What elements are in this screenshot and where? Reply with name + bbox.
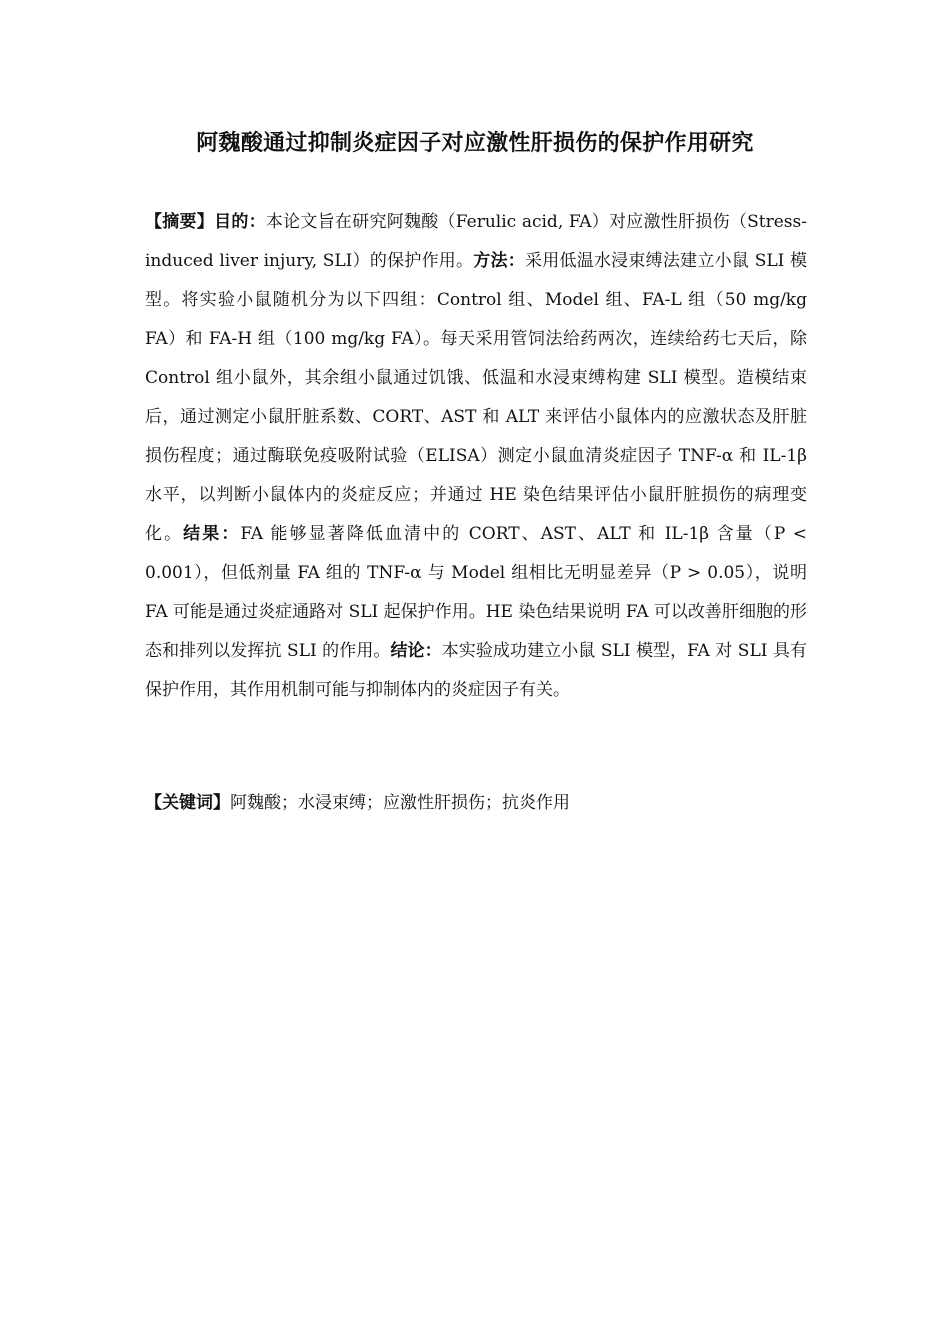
keywords-paragraph (145, 786, 807, 820)
objective-text: 本论文旨在研究阿魏酸（Ferulic acid, FA）对应激性肝损伤（Stress-induced liver injury, SLI）的保护作用。 (145, 212, 807, 271)
abstract-label: 【摘要】 (145, 212, 215, 232)
conclusion-text: 本实验成功建立小鼠 SLI 模型，FA 对 SLI 具有保护作用，其作用机制可能与抑制体内的炎症因子有关。 (145, 641, 807, 700)
abstract-paragraph (145, 203, 807, 710)
keywords-text: 阿魏酸；水浸束缚；应激性肝损伤；抗炎作用 (230, 793, 570, 813)
objective-label: 目的： (214, 212, 266, 232)
methods-text: 采用低温水浸束缚法建立小鼠 SLI 模型。将实验小鼠随机分为以下四组：Control 组、Model 组、FA-L 组（50 mg/kg FA）和 FA-H 组（100 mg/kg FA）。每天采用管饲法给药两次，连续给药七天后，除 Control 组小鼠外，其余组小鼠通过饥饿、低温和水浸束缚构建 SLI 模型。造模结束后，通过测定小鼠肝脏系数、CORT、AST 和 ALT 来评估小鼠体内的应激状态及肝脏损伤程度；通过酶联免疫吸附试验（ELISA）测定小鼠血清炎症因子 TNF-α 和 IL-1β 水平，以判断小鼠体内的炎症反应；并通过 HE 染色结果评估小鼠肝脏损伤的病理变化。 (145, 251, 807, 544)
keywords-label: 【关键词】 (145, 793, 230, 813)
results-label: 结果： (183, 524, 241, 544)
results-text: FA 能够显著降低血清中的 CORT、AST、ALT 和 IL-1β 含量（P < 0.001），但低剂量 FA 组的 TNF-α 与 Model 组相比无明显差异（P > 0.05），说明 FA 可能是通过炎症通路对 SLI 起保护作用。HE 染色结果说明 FA 可以改善肝细胞的形态和排列以发挥抗 SLI 的作用。 (145, 524, 808, 661)
paper-title: 阿魏酸通过抑制炎症因子对应激性肝损伤的保护作用研究 (196, 131, 754, 156)
conclusion-label: 结论： (390, 641, 442, 661)
methods-label: 方法： (473, 251, 525, 271)
